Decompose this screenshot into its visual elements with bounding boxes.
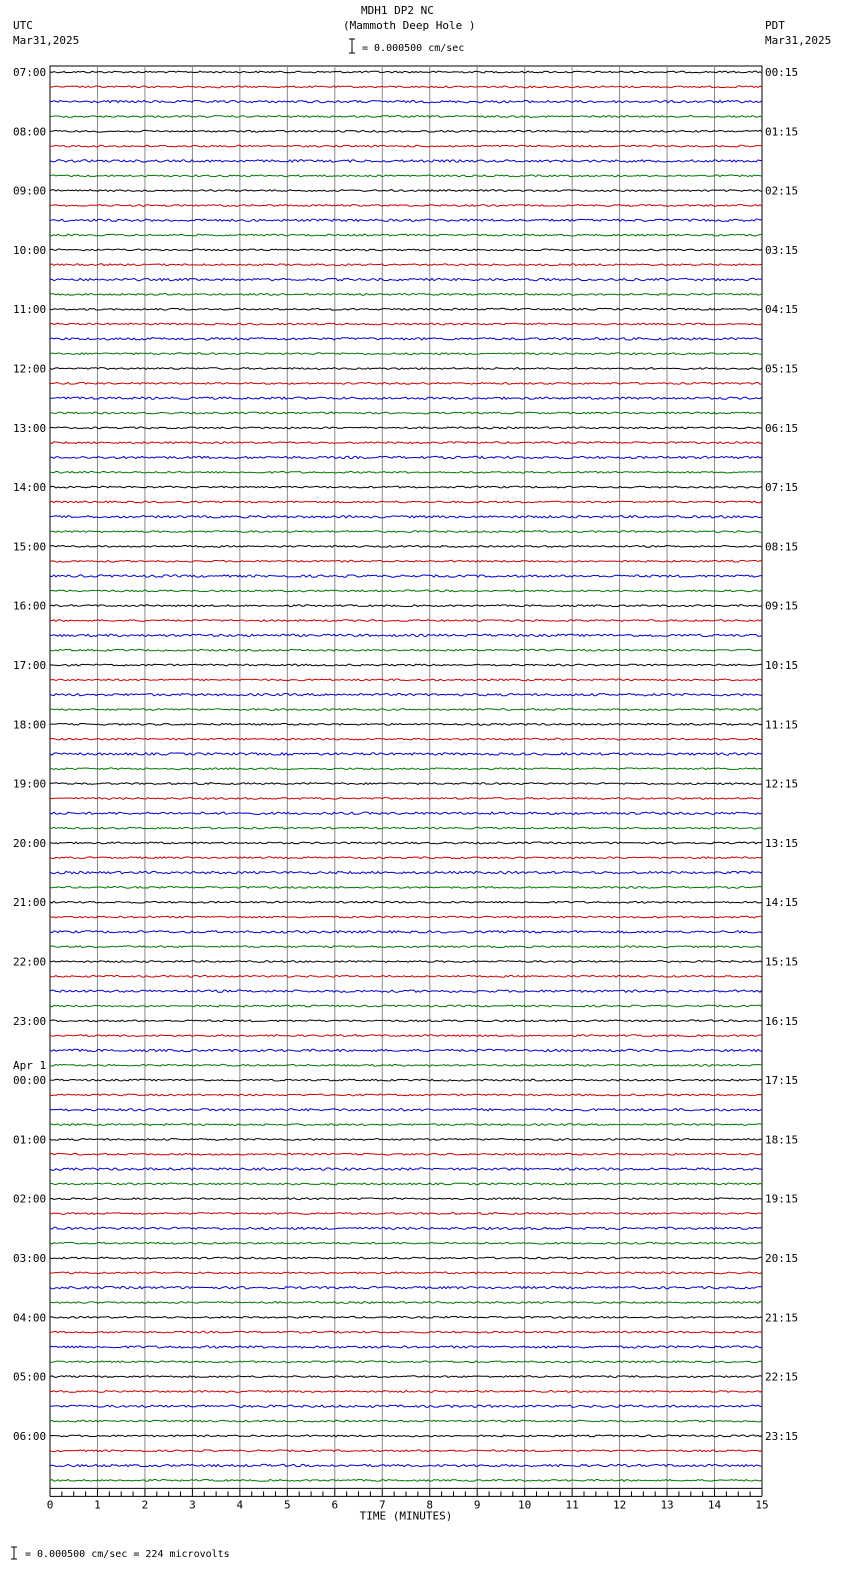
pdt-hour-label: 01:15 <box>765 125 799 139</box>
seismic-trace <box>50 1420 762 1422</box>
seismic-trace <box>50 308 762 310</box>
seismic-trace <box>50 679 762 681</box>
footer-scale-note: = 0.000500 cm/sec = 224 microvolts <box>25 1549 230 1560</box>
seismic-trace <box>50 278 762 280</box>
utc-hour-label: 17:00 <box>13 659 47 672</box>
seismic-trace <box>50 412 762 414</box>
seismic-trace <box>50 620 762 622</box>
x-axis-label: TIME (MINUTES) <box>359 1509 453 1523</box>
seismic-trace <box>50 783 762 785</box>
seismic-trace <box>50 1124 762 1126</box>
pdt-hour-label: 11:15 <box>765 718 799 732</box>
seismic-trace <box>50 798 762 800</box>
seismic-trace <box>50 1435 762 1437</box>
seismic-trace <box>50 442 762 444</box>
seismic-trace <box>50 1391 762 1393</box>
seismic-trace <box>50 871 762 873</box>
pdt-date-label: Mar31,2025 <box>765 34 832 47</box>
pdt-hour-label: 15:15 <box>765 955 799 969</box>
seismic-trace <box>50 1213 762 1215</box>
pdt-hour-label: 02:15 <box>765 184 799 198</box>
utc-hour-label: 03:00 <box>13 1252 47 1265</box>
utc-hour-label: 20:00 <box>13 836 47 850</box>
x-tick-label: 14 <box>707 1498 722 1512</box>
pdt-hour-label: 00:15 <box>765 66 799 79</box>
seismic-trace <box>50 1480 762 1482</box>
pdt-hour-label: 23:15 <box>765 1429 799 1443</box>
seismic-trace <box>50 323 762 325</box>
seismic-trace <box>50 1079 762 1081</box>
seismic-trace <box>50 101 762 103</box>
seismic-trace <box>50 116 762 118</box>
pdt-hour-label: 09:15 <box>765 599 799 613</box>
seismic-trace <box>50 516 762 518</box>
date-change-label: Apr 1 <box>13 1059 47 1073</box>
seismic-trace <box>50 753 762 755</box>
seismic-trace <box>50 649 762 651</box>
seismic-trace <box>50 1242 762 1244</box>
seismic-trace <box>50 887 762 889</box>
x-tick-label: 12 <box>612 1498 627 1512</box>
x-tick-label: 9 <box>473 1498 481 1512</box>
seismic-trace <box>50 842 762 844</box>
seismic-trace <box>50 931 762 933</box>
seismic-trace <box>50 353 762 355</box>
seismic-trace <box>50 160 762 162</box>
x-tick-label: 2 <box>141 1498 149 1512</box>
utc-hour-label: 12:00 <box>13 362 47 376</box>
seismic-trace <box>50 590 762 592</box>
seismic-trace <box>50 709 762 711</box>
pdt-hour-label: 18:15 <box>765 1133 799 1147</box>
seismic-trace <box>50 264 762 266</box>
x-tick-label: 8 <box>426 1498 434 1512</box>
seismic-trace <box>50 397 762 399</box>
seismic-trace <box>50 382 762 384</box>
pdt-hour-label: 04:15 <box>765 303 799 317</box>
seismic-trace <box>50 916 762 918</box>
seismic-trace <box>50 219 762 221</box>
seismic-trace <box>50 234 762 236</box>
pdt-hour-label: 17:15 <box>765 1074 799 1088</box>
seismic-trace <box>50 1405 762 1407</box>
seismic-trace <box>50 694 762 696</box>
seismic-trace <box>50 961 762 963</box>
seismic-trace <box>50 471 762 473</box>
seismic-trace <box>50 1346 762 1348</box>
seismic-trace <box>50 975 762 977</box>
seismic-trace <box>50 368 762 370</box>
seismic-trace <box>50 1287 762 1289</box>
seismic-trace <box>50 560 762 562</box>
seismic-trace <box>50 205 762 207</box>
seismic-trace <box>50 1153 762 1155</box>
seismic-trace <box>50 990 762 992</box>
seismic-trace <box>50 1139 762 1141</box>
pdt-hour-label: 08:15 <box>765 540 799 554</box>
utc-hour-label: 00:00 <box>13 1074 47 1088</box>
pdt-hour-label: 22:15 <box>765 1370 799 1384</box>
x-tick-label: 15 <box>755 1498 769 1512</box>
seismic-trace <box>50 294 762 296</box>
seismic-trace <box>50 427 762 429</box>
pdt-hour-label: 06:15 <box>765 421 799 435</box>
seismic-trace <box>50 1450 762 1452</box>
seismic-trace <box>50 723 762 725</box>
seismic-trace <box>50 501 762 503</box>
x-tick-label: 10 <box>518 1498 532 1512</box>
seismic-trace <box>50 1227 762 1229</box>
seismic-trace <box>50 190 762 192</box>
pdt-hour-label: 12:15 <box>765 777 799 791</box>
seismic-trace <box>50 812 762 814</box>
seismic-trace <box>50 1049 762 1051</box>
utc-hour-label: 08:00 <box>13 125 47 139</box>
seismic-trace <box>50 1005 762 1007</box>
utc-hour-label: 07:00 <box>13 66 47 79</box>
seismic-trace <box>50 1035 762 1037</box>
seismic-trace <box>50 531 762 533</box>
utc-hour-label: 21:00 <box>13 896 47 910</box>
seismic-trace <box>50 768 762 770</box>
seismic-trace <box>50 249 762 251</box>
seismic-trace <box>50 1464 762 1466</box>
seismic-trace <box>50 130 762 132</box>
x-tick-label: 3 <box>189 1498 196 1512</box>
x-tick-label: 6 <box>331 1498 339 1512</box>
utc-hour-label: 13:00 <box>13 421 47 435</box>
pdt-zone-label: PDT <box>765 19 785 32</box>
x-tick-label: 4 <box>236 1498 244 1512</box>
utc-hour-label: 10:00 <box>13 243 47 257</box>
seismic-trace <box>50 827 762 829</box>
utc-hour-label: 02:00 <box>13 1192 47 1206</box>
utc-hour-label: 23:00 <box>13 1014 47 1028</box>
pdt-hour-label: 19:15 <box>765 1192 799 1206</box>
seismic-trace <box>50 175 762 177</box>
seismic-trace <box>50 1257 762 1259</box>
seismic-trace <box>50 1198 762 1200</box>
seismic-trace <box>50 1272 762 1274</box>
station-subtitle: (Mammoth Deep Hole ) <box>343 19 476 32</box>
pdt-hour-label: 20:15 <box>765 1252 799 1265</box>
pdt-hour-label: 16:15 <box>765 1014 799 1028</box>
utc-hour-label: 14:00 <box>13 481 47 495</box>
seismic-trace <box>50 86 762 88</box>
x-tick-label: 11 <box>565 1498 579 1512</box>
x-tick-label: 5 <box>284 1498 291 1512</box>
pdt-hour-label: 10:15 <box>765 659 799 672</box>
seismic-trace <box>50 1020 762 1022</box>
utc-hour-label: 22:00 <box>13 955 47 969</box>
utc-hour-label: 05:00 <box>13 1370 47 1384</box>
utc-hour-label: 01:00 <box>13 1133 47 1147</box>
seismic-trace <box>50 71 762 73</box>
utc-hour-label: 19:00 <box>13 777 47 791</box>
pdt-hour-label: 05:15 <box>765 362 799 376</box>
seismic-trace <box>50 605 762 607</box>
seismic-trace <box>50 664 762 666</box>
x-tick-label: 0 <box>46 1498 54 1512</box>
pdt-hour-label: 03:15 <box>765 243 799 257</box>
seismic-trace <box>50 456 762 458</box>
utc-hour-label: 18:00 <box>13 718 47 732</box>
pdt-hour-label: 13:15 <box>765 836 799 850</box>
seismic-trace <box>50 575 762 577</box>
seismic-trace <box>50 1361 762 1363</box>
seismic-trace <box>50 1183 762 1185</box>
utc-hour-label: 09:00 <box>13 184 47 198</box>
utc-date-label: Mar31,2025 <box>13 34 80 47</box>
pdt-hour-label: 14:15 <box>765 896 799 910</box>
seismic-trace <box>50 546 762 548</box>
utc-hour-label: 04:00 <box>13 1311 47 1325</box>
utc-hour-label: 16:00 <box>13 599 47 613</box>
seismic-trace <box>50 1064 762 1066</box>
x-tick-label: 1 <box>94 1498 101 1512</box>
x-tick-label: 13 <box>660 1498 674 1512</box>
seismic-trace <box>50 738 762 740</box>
seismic-trace <box>50 901 762 903</box>
utc-hour-label: 11:00 <box>13 303 47 317</box>
pdt-hour-label: 21:15 <box>765 1311 799 1325</box>
pdt-hour-label: 07:15 <box>765 481 799 495</box>
station-title: MDH1 DP2 NC <box>361 4 434 17</box>
seismic-trace <box>50 634 762 636</box>
seismic-trace <box>50 1316 762 1318</box>
seismic-trace <box>50 1331 762 1333</box>
seismic-trace <box>50 1094 762 1096</box>
seismic-trace <box>50 857 762 859</box>
seismic-trace <box>50 1376 762 1378</box>
x-tick-label: 7 <box>378 1498 386 1512</box>
seismic-trace <box>50 946 762 948</box>
seismic-trace <box>50 486 762 488</box>
scale-label: = 0.000500 cm/sec <box>362 43 465 54</box>
utc-hour-label: 15:00 <box>13 540 47 554</box>
utc-zone-label: UTC <box>13 19 33 32</box>
seismic-trace <box>50 1302 762 1304</box>
seismic-trace <box>50 1109 762 1111</box>
utc-hour-label: 06:00 <box>13 1429 47 1443</box>
seismic-trace <box>50 1168 762 1170</box>
seismic-trace <box>50 338 762 340</box>
seismic-trace <box>50 145 762 147</box>
